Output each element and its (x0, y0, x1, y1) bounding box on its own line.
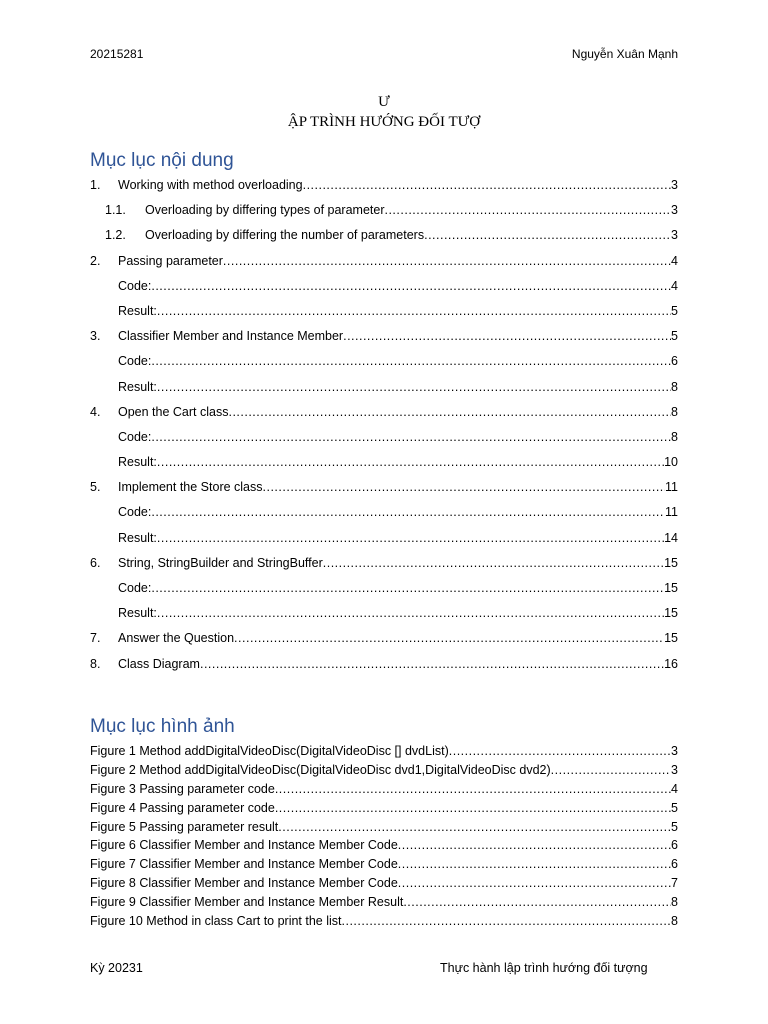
toc-entry-title: Code: (118, 354, 152, 369)
figure-entry-page: 8 (671, 914, 678, 929)
toc-entry-page: 8 (671, 429, 678, 444)
toc-entry-title: Code: (118, 278, 152, 293)
figure-leader-dots (398, 836, 671, 855)
toc-entry-title: Classifier Member and Instance Member (118, 329, 344, 344)
toc-heading: Mục lục nội dung (90, 150, 234, 171)
toc-entry-page: 6 (671, 354, 678, 369)
figure-entry[interactable] (90, 799, 678, 818)
toc-leader-dots (200, 652, 664, 677)
toc-entry[interactable] (90, 249, 678, 274)
figure-entry-page: 5 (671, 800, 678, 815)
toc-leader-dots (157, 526, 664, 551)
figure-entry-page: 6 (671, 857, 678, 872)
figure-entry-title: Figure 8 Classifier Member and Instance Member Code (90, 876, 398, 891)
toc-entry[interactable] (90, 223, 678, 248)
figure-entry-page: 3 (671, 744, 678, 758)
toc-entry[interactable] (90, 324, 678, 349)
toc-entry-title: Answer the Question (118, 631, 235, 646)
toc-entry-page: 14 (664, 530, 678, 545)
toc-leader-dots (323, 551, 664, 576)
figure-entry-title: Figure 2 Method addDigitalVideoDisc(DigitalVideoDisc dvd1,DigitalVideoDisc dvd2) (90, 762, 551, 777)
toc-entry-title: String, StringBuilder and StringBuffer (118, 555, 323, 570)
toc-entry[interactable] (90, 526, 678, 551)
toc-entry-page: 16 (664, 656, 678, 671)
toc-entry-page: 15 (664, 606, 678, 621)
header-student-id: 20215281 (90, 47, 144, 61)
toc-entry-page: 15 (664, 631, 678, 646)
figure-entry-page: 3 (671, 762, 678, 777)
toc-entry-number: 5. (90, 480, 101, 495)
toc-leader-dots (151, 500, 665, 525)
toc-entry-page: 3 (671, 203, 678, 218)
toc-list (90, 173, 678, 677)
toc-leader-dots (234, 626, 664, 651)
figure-entry-title: Figure 6 Classifier Member and Instance Member Code (90, 838, 398, 853)
toc-entry-page: 8 (671, 379, 678, 394)
toc-entry-title: Code: (118, 429, 152, 444)
toc-entry-title: Result: (118, 455, 157, 470)
toc-entry-title: Implement the Store class (118, 480, 263, 495)
footer-term: Kỳ 20231 (90, 961, 143, 975)
toc-entry[interactable] (90, 173, 678, 198)
figure-leader-dots (398, 855, 671, 874)
toc-leader-dots (303, 173, 671, 198)
toc-entry-number: 6. (90, 555, 101, 570)
toc-entry-number: 3. (90, 329, 101, 344)
toc-entry-number: 8. (90, 656, 101, 671)
toc-entry[interactable] (90, 425, 678, 450)
toc-entry-page: 5 (671, 329, 678, 344)
toc-entry-number: 1.2. (105, 228, 126, 243)
header-author: Nguyễn Xuân Mạnh (571, 47, 678, 61)
toc-entry-title: Result: (118, 303, 157, 318)
toc-entry-page: 15 (664, 581, 678, 595)
toc-entry-number: 1. (90, 178, 101, 192)
toc-leader-dots (151, 425, 671, 450)
toc-entry-number: 2. (90, 253, 101, 268)
toc-entry-number: 4. (90, 404, 101, 419)
toc-entry-page: 15 (664, 555, 678, 570)
figure-entry-title: Figure 4 Passing parameter code (90, 800, 275, 815)
figure-entry[interactable] (90, 874, 678, 893)
figure-entry-page: 6 (671, 838, 678, 853)
toc-entry-page: 3 (671, 228, 678, 243)
toc-entry-page: 8 (671, 404, 678, 419)
toc-entry[interactable] (90, 626, 678, 651)
toc-entry-number: 1.1. (105, 203, 126, 218)
figure-entry-title: Figure 3 Passing parameter code (90, 781, 275, 796)
toc-entry-title: Passing parameter (118, 253, 223, 268)
toc-entry-page: 11 (665, 480, 678, 495)
figure-entry[interactable] (90, 761, 678, 780)
figure-entry[interactable] (90, 836, 678, 855)
figures-list (90, 742, 678, 931)
toc-entry[interactable] (90, 450, 678, 475)
figure-entry-title: Figure 5 Passing parameter result (90, 819, 279, 834)
figure-entry[interactable] (90, 818, 678, 837)
toc-entry-page: 4 (671, 253, 678, 268)
toc-entry[interactable] (90, 400, 678, 425)
figure-leader-dots (398, 874, 671, 893)
figure-entry-title: Figure 9 Classifier Member and Instance Member Result (90, 895, 404, 910)
figure-entry-page: 5 (671, 819, 678, 834)
toc-leader-dots (424, 223, 671, 248)
toc-entry-title: Open the Cart class (118, 404, 229, 419)
toc-entry-title: Overloading by differing types of parameter (145, 203, 385, 218)
toc-entry[interactable] (90, 652, 678, 677)
figure-entry-page: 7 (671, 876, 678, 891)
toc-leader-dots (151, 349, 671, 374)
toc-entry[interactable] (90, 274, 678, 299)
toc-entry-page: 4 (671, 278, 678, 293)
figure-entry-page: 4 (671, 781, 678, 796)
toc-entry-page: 10 (664, 455, 678, 470)
toc-leader-dots (157, 299, 671, 324)
figure-entry-title: Figure 10 Method in class Cart to print the list (90, 914, 342, 929)
toc-entry-title: Overloading by differing the number of parameters (145, 228, 425, 243)
toc-leader-dots (157, 450, 664, 475)
toc-entry-title: Result: (118, 530, 157, 545)
toc-entry-title: Result: (118, 379, 157, 394)
toc-entry-page: 5 (671, 303, 678, 318)
toc-leader-dots (157, 375, 671, 400)
figure-leader-dots (275, 780, 671, 799)
toc-entry-number: 7. (90, 631, 101, 646)
toc-entry[interactable] (90, 576, 678, 601)
figure-leader-dots (342, 912, 672, 931)
toc-leader-dots (384, 198, 671, 223)
toc-leader-dots (151, 274, 671, 299)
figure-entry[interactable] (90, 780, 678, 799)
toc-leader-dots (151, 576, 664, 601)
toc-leader-dots (263, 475, 666, 500)
toc-entry[interactable] (90, 500, 678, 525)
figure-entry-page: 8 (671, 895, 678, 910)
figure-entry[interactable] (90, 912, 678, 931)
toc-entry[interactable] (90, 375, 678, 400)
toc-entry[interactable] (90, 475, 678, 500)
toc-entry-title: Code: (118, 581, 152, 595)
toc-entry[interactable] (90, 551, 678, 576)
toc-entry-title: Result: (118, 606, 157, 621)
title-line-1: Ư (378, 94, 390, 110)
figures-heading: Mục lục hình ảnh (90, 716, 235, 737)
toc-entry[interactable] (90, 349, 678, 374)
toc-leader-dots (228, 400, 671, 425)
toc-entry-page: 3 (671, 178, 678, 192)
figure-leader-dots (275, 799, 671, 818)
toc-leader-dots (157, 601, 664, 626)
toc-entry-title: Working with method overloading (118, 178, 303, 192)
figure-entry[interactable] (90, 855, 678, 874)
toc-entry[interactable] (90, 198, 678, 223)
figure-leader-dots (551, 761, 671, 780)
figure-leader-dots (449, 742, 671, 761)
figure-entry-title: Figure 1 Method addDigitalVideoDisc(DigitalVideoDisc [] dvdList) (90, 744, 449, 758)
toc-entry[interactable] (90, 601, 678, 626)
figure-leader-dots (278, 818, 671, 837)
toc-entry[interactable] (90, 299, 678, 324)
figure-leader-dots (403, 893, 671, 912)
figure-entry-title: Figure 7 Classifier Member and Instance Member Code (90, 857, 398, 872)
figure-entry[interactable] (90, 893, 678, 912)
title-line-2: ẬP TRÌNH HƯỚNG ĐỐI TƯỢ (287, 114, 481, 130)
toc-leader-dots (343, 324, 671, 349)
toc-entry-title: Class Diagram (118, 656, 200, 671)
figure-entry[interactable] (90, 742, 678, 761)
footer-course: Thực hành lập trình hướng đối tượng (440, 961, 648, 975)
toc-leader-dots (223, 249, 671, 274)
toc-entry-page: 11 (665, 505, 678, 520)
toc-entry-title: Code: (118, 505, 152, 520)
